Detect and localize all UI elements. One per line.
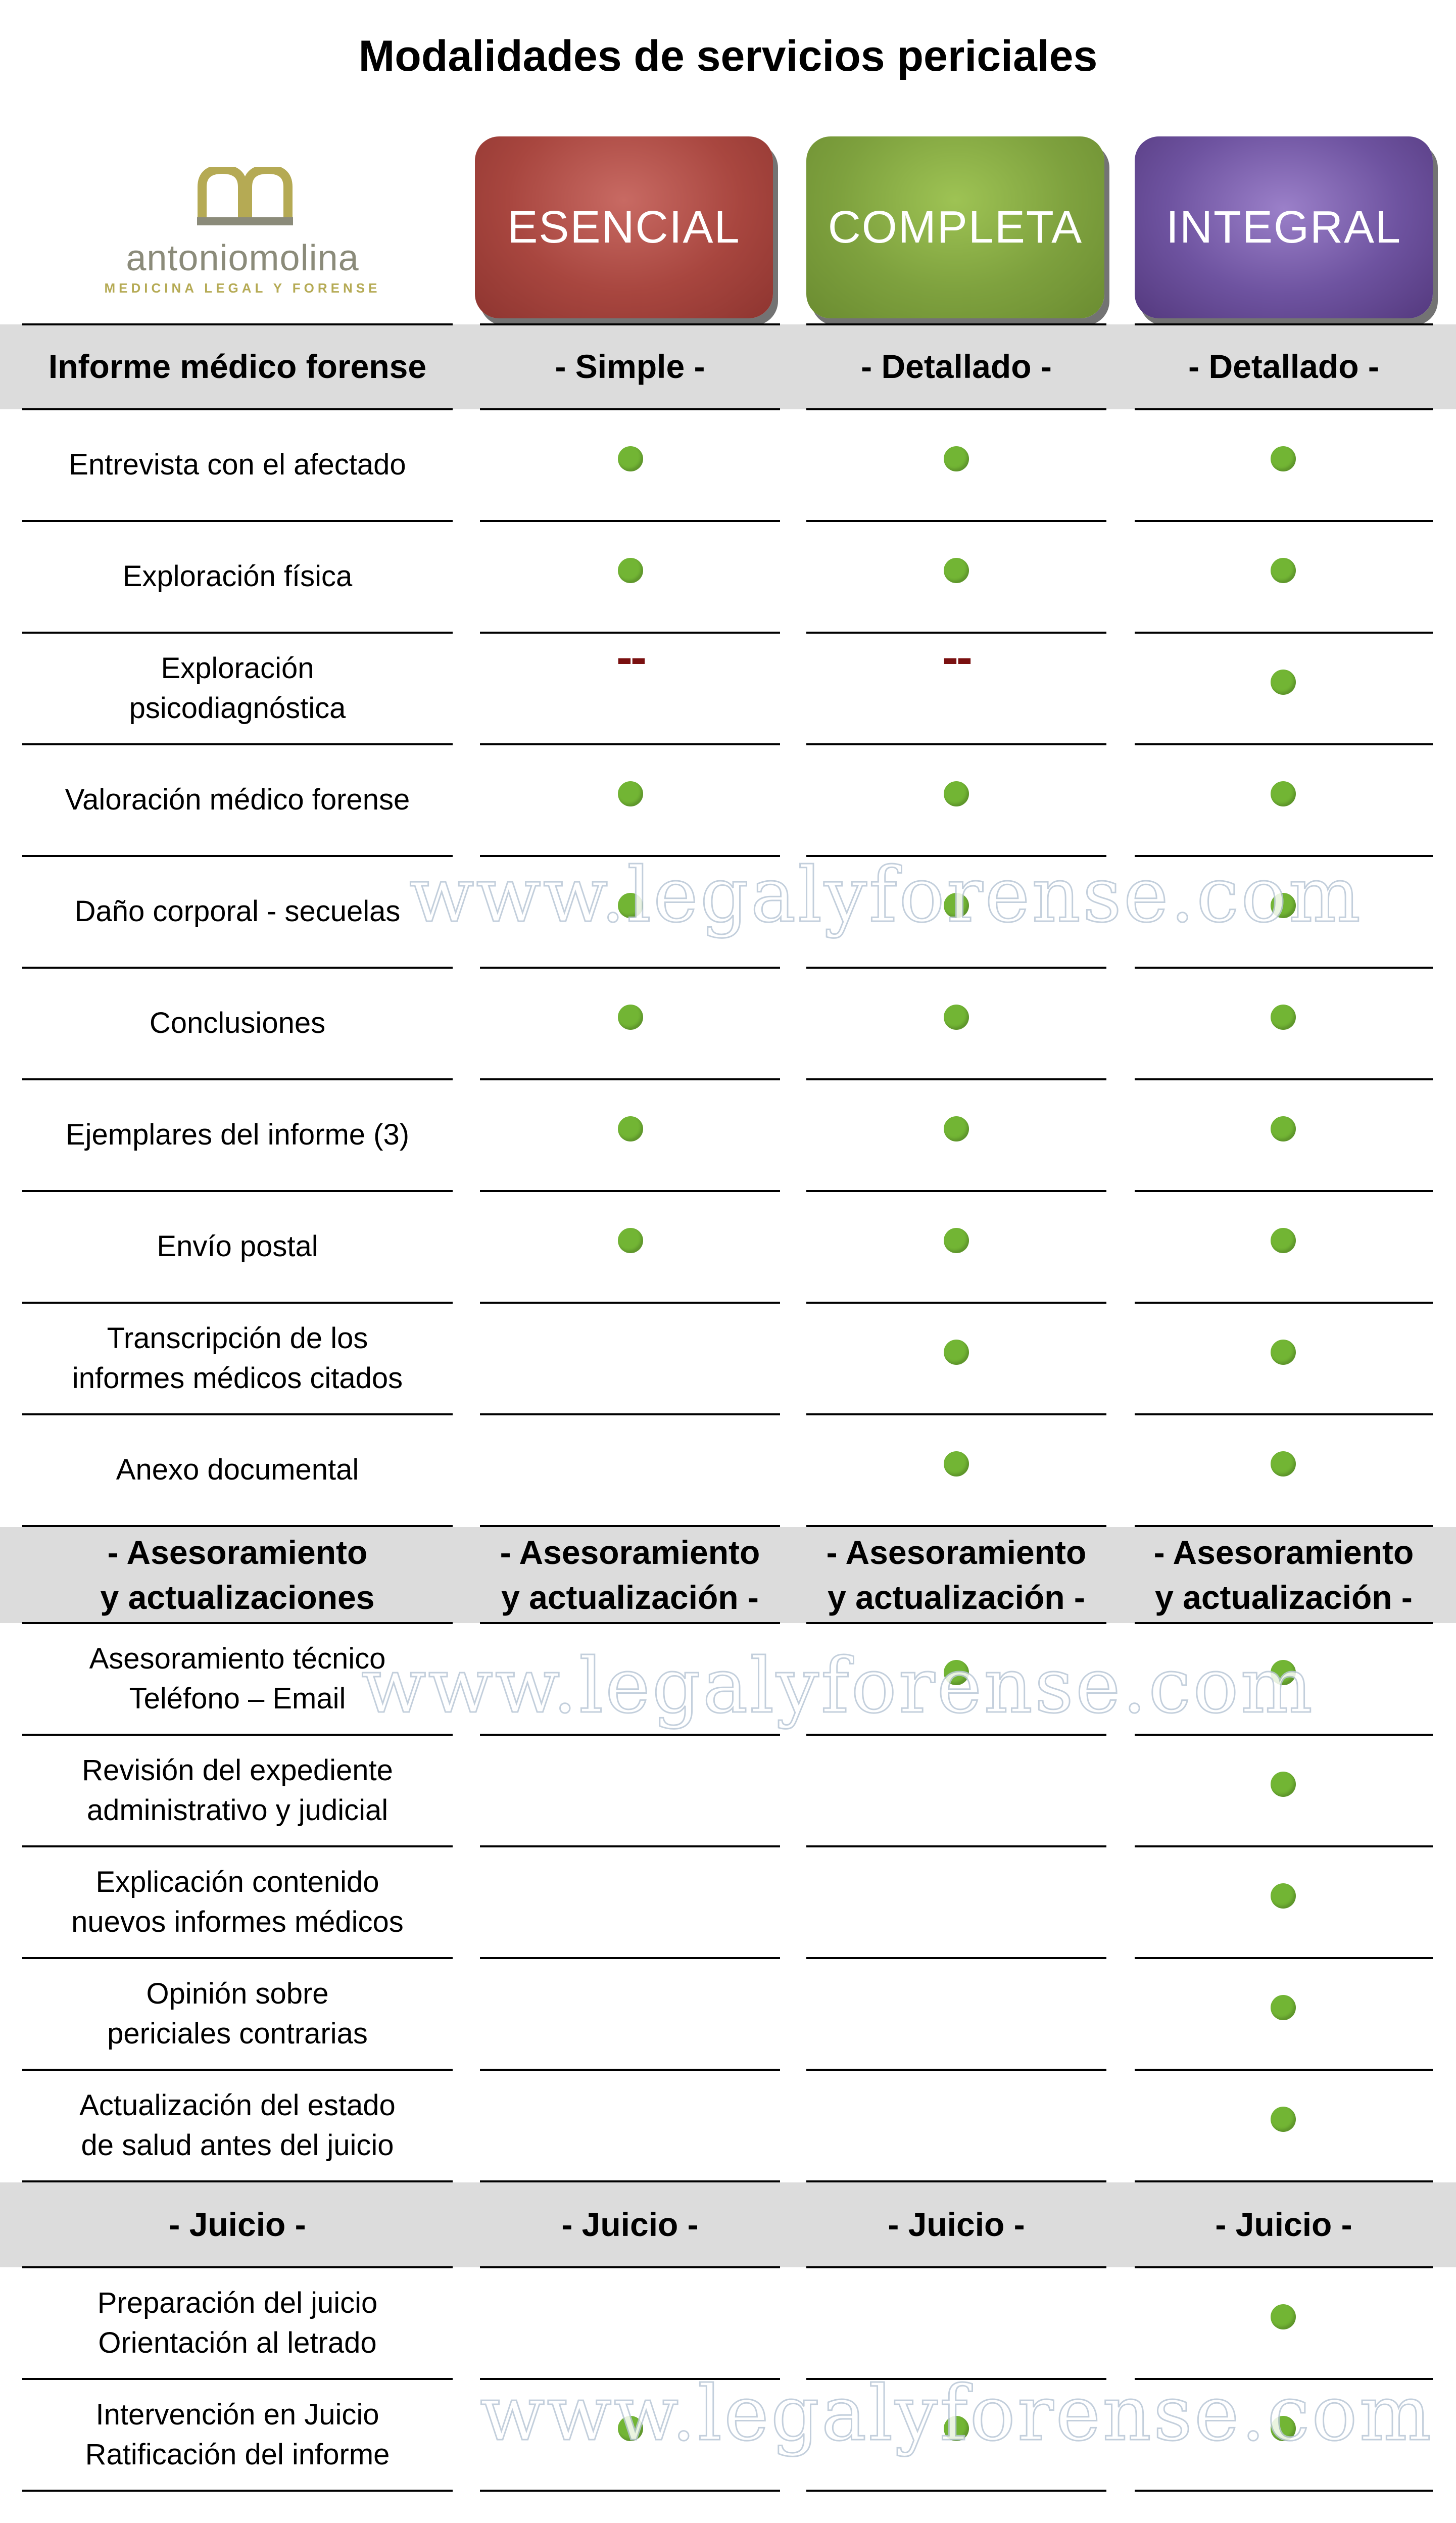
feature-label: [22, 968, 453, 1079]
check-dot-icon: [618, 1116, 643, 1141]
row-divider: [1135, 1845, 1433, 1847]
check-dot-icon: [944, 1005, 969, 1030]
feature-label-text: administrativo y judicial: [86, 1793, 389, 1827]
plan-integral-header[interactable]: INTEGRAL: [1135, 136, 1433, 318]
check-dot-icon: [1271, 558, 1296, 583]
logo-mark-icon: [197, 167, 293, 227]
feature-label: [22, 1735, 453, 1846]
row-divider: [806, 408, 1106, 410]
feature-label: [22, 1846, 453, 1958]
section-value: [806, 2182, 1106, 2267]
feature-label: [22, 1191, 453, 1303]
feature-label-text: Valoración médico forense: [65, 783, 410, 817]
section-value-text: y actualización -: [1155, 1579, 1413, 1616]
row-divider: [480, 2490, 780, 2492]
section-value-text: - Simple -: [555, 348, 705, 386]
feature-label-text: periciales contrarias: [107, 2017, 368, 2050]
row-divider: [806, 1622, 1106, 1624]
logo-name: antoniomolina: [126, 238, 359, 278]
check-dot-icon: [1271, 2107, 1296, 2132]
feature-label-text: Anexo documental: [116, 1453, 359, 1487]
row-divider: [480, 743, 780, 745]
feature-label: [22, 409, 453, 521]
row-divider: [480, 1302, 780, 1304]
row-divider: [480, 2266, 780, 2268]
check-dot-icon: [1271, 2304, 1296, 2329]
check-dot-icon: [618, 446, 643, 471]
section-value: [480, 1527, 780, 1623]
feature-label-text: Opinión sobre: [146, 1977, 329, 2011]
row-divider: [806, 743, 1106, 745]
check-dot-icon: [618, 781, 643, 806]
section-value-text: - Asesoramiento: [500, 1533, 760, 1571]
row-divider: [1135, 1302, 1433, 1304]
check-dot-icon: [1271, 1772, 1296, 1797]
feature-label-text: Exploración física: [122, 560, 353, 593]
check-dot-icon: [944, 1116, 969, 1141]
row-divider: [806, 1190, 1106, 1192]
row-divider: [1135, 408, 1433, 410]
watermark: www.legalyforense.com: [361, 1642, 1315, 1730]
feature-label-text: Orientación al letrado: [98, 2326, 377, 2359]
section-value-text: - Detallado -: [861, 348, 1052, 386]
section-value-text: - Juicio -: [561, 2206, 699, 2244]
row-divider: [480, 408, 780, 410]
logo-subtitle: MEDICINA LEGAL Y FORENSE: [104, 280, 381, 296]
check-dot-icon: [1271, 1116, 1296, 1141]
check-dot-icon: [944, 1340, 969, 1365]
feature-label-text: Daño corporal - secuelas: [74, 895, 401, 928]
feature-label-text: Explicación contenido: [95, 1866, 379, 1899]
section-label-text: - Asesoramiento: [107, 1533, 368, 1571]
row-divider: [480, 1957, 780, 1959]
row-divider: [806, 1302, 1106, 1304]
section-value: [480, 324, 780, 409]
check-dot-icon: [1271, 1005, 1296, 1030]
feature-label-text: informes médicos citados: [72, 1361, 403, 1395]
row-divider: [806, 967, 1106, 969]
row-divider: [480, 1413, 780, 1415]
section-value: [480, 2182, 780, 2267]
feature-label-text: de salud antes del juicio: [81, 2128, 394, 2162]
check-dot-icon: [618, 1228, 643, 1253]
row-divider: [480, 1622, 780, 1624]
check-dot-icon: [1271, 446, 1296, 471]
section-value: [806, 1527, 1106, 1623]
row-divider: [806, 2069, 1106, 2071]
row-divider: [1135, 520, 1433, 522]
logo: [101, 167, 384, 303]
section-value-text: - Juicio -: [1215, 2206, 1352, 2244]
row-divider: [806, 1078, 1106, 1080]
row-divider: [1135, 1734, 1433, 1736]
row-divider: [1135, 632, 1433, 634]
watermark: www.legalyforense.com: [480, 2370, 1433, 2458]
row-divider: [480, 520, 780, 522]
row-divider: [1135, 2266, 1433, 2268]
check-dot-icon: [944, 558, 969, 583]
feature-label-text: psicodiagnóstica: [129, 691, 346, 725]
check-dot-icon: [1271, 1451, 1296, 1477]
check-dot-icon: [944, 446, 969, 471]
check-dot-icon: [944, 1228, 969, 1253]
row-divider: [1135, 1078, 1433, 1080]
row-divider: [1135, 1190, 1433, 1192]
feature-label: [22, 744, 453, 856]
feature-label-text: Teléfono – Email: [129, 1682, 346, 1715]
section-value: [1135, 2182, 1433, 2267]
feature-label-text: Transcripción de los: [107, 1322, 368, 1355]
check-dot-icon: [618, 558, 643, 583]
row-divider: [806, 520, 1106, 522]
section-label: [22, 1527, 453, 1623]
check-dot-icon: [1271, 1995, 1296, 2020]
row-divider: [480, 1845, 780, 1847]
feature-label: [22, 2267, 453, 2379]
row-divider: [806, 1845, 1106, 1847]
section-label: [22, 324, 453, 409]
section-value-text: - Asesoramiento: [1153, 1533, 1414, 1571]
check-dot-icon: [618, 1005, 643, 1030]
check-dot-icon: [1271, 781, 1296, 806]
row-divider: [1135, 1622, 1433, 1624]
feature-label: [22, 1414, 453, 1526]
section-value-text: - Asesoramiento: [826, 1533, 1087, 1571]
feature-label-text: Ratificación del informe: [85, 2438, 390, 2471]
section-label-text: Informe médico forense: [48, 348, 427, 386]
feature-label-text: Conclusiones: [149, 1007, 326, 1040]
row-divider: [1135, 2490, 1433, 2492]
feature-label-text: Envío postal: [157, 1230, 318, 1263]
feature-label-text: nuevos informes médicos: [71, 1905, 404, 1938]
check-dot-icon: [1271, 1228, 1296, 1253]
section-value: [1135, 324, 1433, 409]
section-label-text: - Juicio -: [169, 2206, 306, 2244]
feature-label-text: Preparación del juicio: [97, 2287, 378, 2320]
check-dot-icon: [1271, 1883, 1296, 1909]
feature-label-text: Actualización del estado: [79, 2089, 396, 2122]
feature-label: [22, 1303, 453, 1414]
not-included-mark: --: [616, 630, 645, 684]
row-divider: [1135, 2069, 1433, 2071]
feature-label-text: Ejemplares del informe (3): [65, 1118, 410, 1152]
section-value-text: y actualización -: [828, 1579, 1085, 1616]
section-label: [22, 2182, 453, 2267]
check-dot-icon: [944, 1451, 969, 1477]
feature-label: [22, 1079, 453, 1191]
check-dot-icon: [1271, 1340, 1296, 1365]
feature-label: [22, 521, 453, 633]
feature-label-text: Exploración: [161, 652, 314, 685]
feature-label: [22, 2070, 453, 2181]
section-value-text: - Juicio -: [888, 2206, 1025, 2244]
row-divider: [480, 1078, 780, 1080]
row-divider: [480, 1734, 780, 1736]
row-divider: [806, 1413, 1106, 1415]
row-divider: [480, 2069, 780, 2071]
feature-label: [22, 1958, 453, 2070]
section-value: [806, 324, 1106, 409]
row-divider: [806, 2490, 1106, 2492]
watermark: www.legalyforense.com: [409, 851, 1363, 939]
feature-label-text: Asesoramiento técnico: [89, 1642, 386, 1676]
not-included-mark: --: [942, 630, 970, 684]
row-divider: [480, 967, 780, 969]
row-divider: [806, 1734, 1106, 1736]
feature-label-text: Intervención en Juicio: [95, 2398, 379, 2432]
feature-label: [22, 2379, 453, 2491]
row-divider: [22, 2490, 453, 2492]
row-divider: [1135, 743, 1433, 745]
section-label-text: y actualizaciones: [100, 1579, 375, 1616]
row-divider: [1135, 1413, 1433, 1415]
feature-label: [22, 856, 453, 968]
feature-label-text: Revisión del expediente: [82, 1754, 393, 1787]
feature-label: [22, 633, 453, 744]
section-value-text: - Detallado -: [1188, 348, 1379, 386]
row-divider: [806, 1957, 1106, 1959]
page-title: Modalidades de servicios periciales: [358, 32, 1098, 80]
plan-esencial-header[interactable]: ESENCIAL: [475, 136, 773, 318]
row-divider: [480, 1190, 780, 1192]
section-value: [1135, 1527, 1433, 1623]
check-dot-icon: [1271, 670, 1296, 695]
feature-label-text: Entrevista con el afectado: [69, 448, 406, 482]
plan-completa-header[interactable]: COMPLETA: [806, 136, 1104, 318]
section-value-text: y actualización -: [501, 1579, 759, 1616]
row-divider: [1135, 967, 1433, 969]
row-divider: [806, 2266, 1106, 2268]
row-divider: [1135, 1957, 1433, 1959]
check-dot-icon: [944, 781, 969, 806]
